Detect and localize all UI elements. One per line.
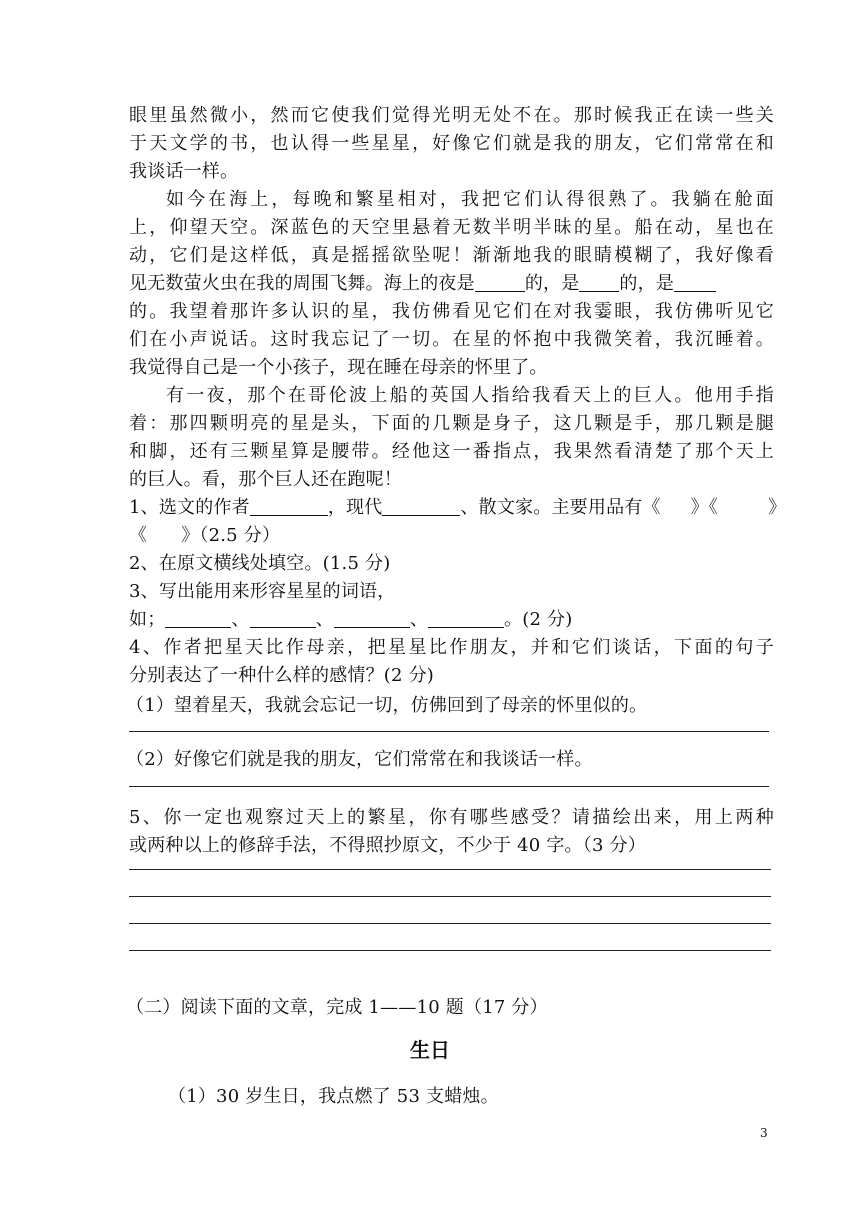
answer-blank[interactable]: [334, 609, 410, 628]
question-3: 3、写出能用来形容星星的词语，: [129, 581, 396, 602]
fill-blank[interactable]: [674, 273, 716, 292]
answer-line[interactable]: [129, 731, 769, 732]
question-text: 》: [768, 497, 787, 518]
question-3-blanks: [129, 606, 774, 634]
answer-blank[interactable]: [250, 609, 316, 628]
answer-blank[interactable]: [165, 609, 231, 628]
passage-line: 如今在海上，每晚和繁星相对，我把它们认得很熟了。我躺在舱面: [166, 189, 774, 210]
question-text: 如；: [129, 609, 166, 630]
question-text: 1、选文的作者: [129, 497, 250, 518]
answer-line[interactable]: [129, 950, 771, 951]
fill-blank[interactable]: [579, 273, 619, 292]
answer-blank[interactable]: [428, 609, 504, 628]
passage-text: 的，是: [524, 273, 580, 294]
passage-line: 有一夜，那个在哥伦波上船的英国人指给我看天上的巨人。他用手指: [166, 385, 774, 406]
question-2: 2、在原文横线处填空。(1.5 分): [129, 553, 391, 574]
question-5: 5、你一定也观察过天上的繁星，你有哪些感受？请描绘出来，用上两种: [129, 807, 774, 828]
passage-line: 我谈话一样。: [129, 161, 239, 182]
answer-blank[interactable]: [382, 497, 460, 516]
question-text: 》（2.5 分）: [181, 525, 281, 546]
passage-line: 的巨人。看，那个巨人还在跑呢！: [129, 469, 402, 490]
question-text: 、: [315, 609, 334, 630]
passage-line: 于天文学的书，也认得一些星星，好像它们就是我的朋友，它们常常在和: [129, 133, 774, 154]
passage-text: 的，是: [619, 273, 675, 294]
article-title: 生日: [410, 1038, 450, 1062]
question-text: 、散文家。主要用品有《: [460, 497, 661, 518]
answer-line[interactable]: [129, 896, 771, 897]
passage-line: 动，它们是这样低，真是摇摇欲坠呢！渐渐地我的眼睛模糊了，我好像看: [129, 245, 774, 266]
question-5-cont: 或两种以上的修辞手法，不得照抄原文，不少于 40 字。（3 分）: [129, 835, 646, 856]
passage-line: 的。我望着那许多认识的星，我仿佛看见它们在对我霎眼，我仿佛听见它: [129, 301, 774, 322]
question-1-cont: [129, 522, 774, 550]
passage-line: 着：那四颗明亮的星是头，下面的几颗是身子，这几颗是手，那几颗是腿: [129, 413, 774, 434]
answer-blank[interactable]: [250, 497, 328, 516]
answer-line[interactable]: [129, 869, 771, 870]
question-4-1: （1）望着星天，我就会忘记一切，仿佛回到了母亲的怀里似的。: [126, 695, 648, 716]
question-1: [129, 494, 787, 522]
passage-text: 见无数萤火虫在我的周围飞舞。海上的夜是: [129, 273, 475, 294]
passage-line: 我觉得自己是一个小孩子，现在睡在母亲的怀里了。: [129, 357, 548, 378]
question-text: 。(2 分): [504, 609, 573, 630]
question-text: 》《: [690, 497, 719, 518]
question-4: 4、作者把星天比作母亲，把星星比作朋友，并和它们谈话，下面的句子: [129, 637, 774, 658]
section-heading: （二）阅读下面的文章，完成 1——10 题（17 分）: [126, 997, 548, 1018]
passage-line: 们在小声说话。这时我忘记了一切。在星的怀抱中我微笑着，我沉睡着。: [129, 329, 774, 350]
answer-line[interactable]: [129, 923, 771, 924]
answer-line[interactable]: [129, 786, 769, 787]
passage-line: 上，仰望天空。深蓝色的天空里悬着无数半明半昧的星。船在动，星也在: [129, 217, 774, 238]
question-text: 、: [409, 609, 429, 630]
article-paragraph: （1）30 岁生日，我点燃了 53 支蜡烛。: [168, 1086, 499, 1107]
question-text: 、: [231, 609, 250, 630]
question-4-cont: 分别表达了一种什么样的感情？(2 分): [129, 665, 435, 686]
fill-blank[interactable]: [475, 273, 525, 292]
passage-line-with-blanks: [129, 270, 774, 298]
page-number: 3: [760, 1126, 768, 1140]
passage-line: 眼里虽然微小，然而它使我们觉得光明无处不在。那时候我正在读一些关: [129, 105, 774, 126]
question-text: 《: [129, 525, 148, 546]
question-4-2: （2）好像它们就是我的朋友，它们常常在和我谈话一样。: [126, 749, 593, 770]
passage-line: 和脚，还有三颗星算是腰带。经他这一番指点，我果然看清楚了那个天上: [129, 441, 774, 462]
question-text: ，现代: [327, 497, 383, 518]
